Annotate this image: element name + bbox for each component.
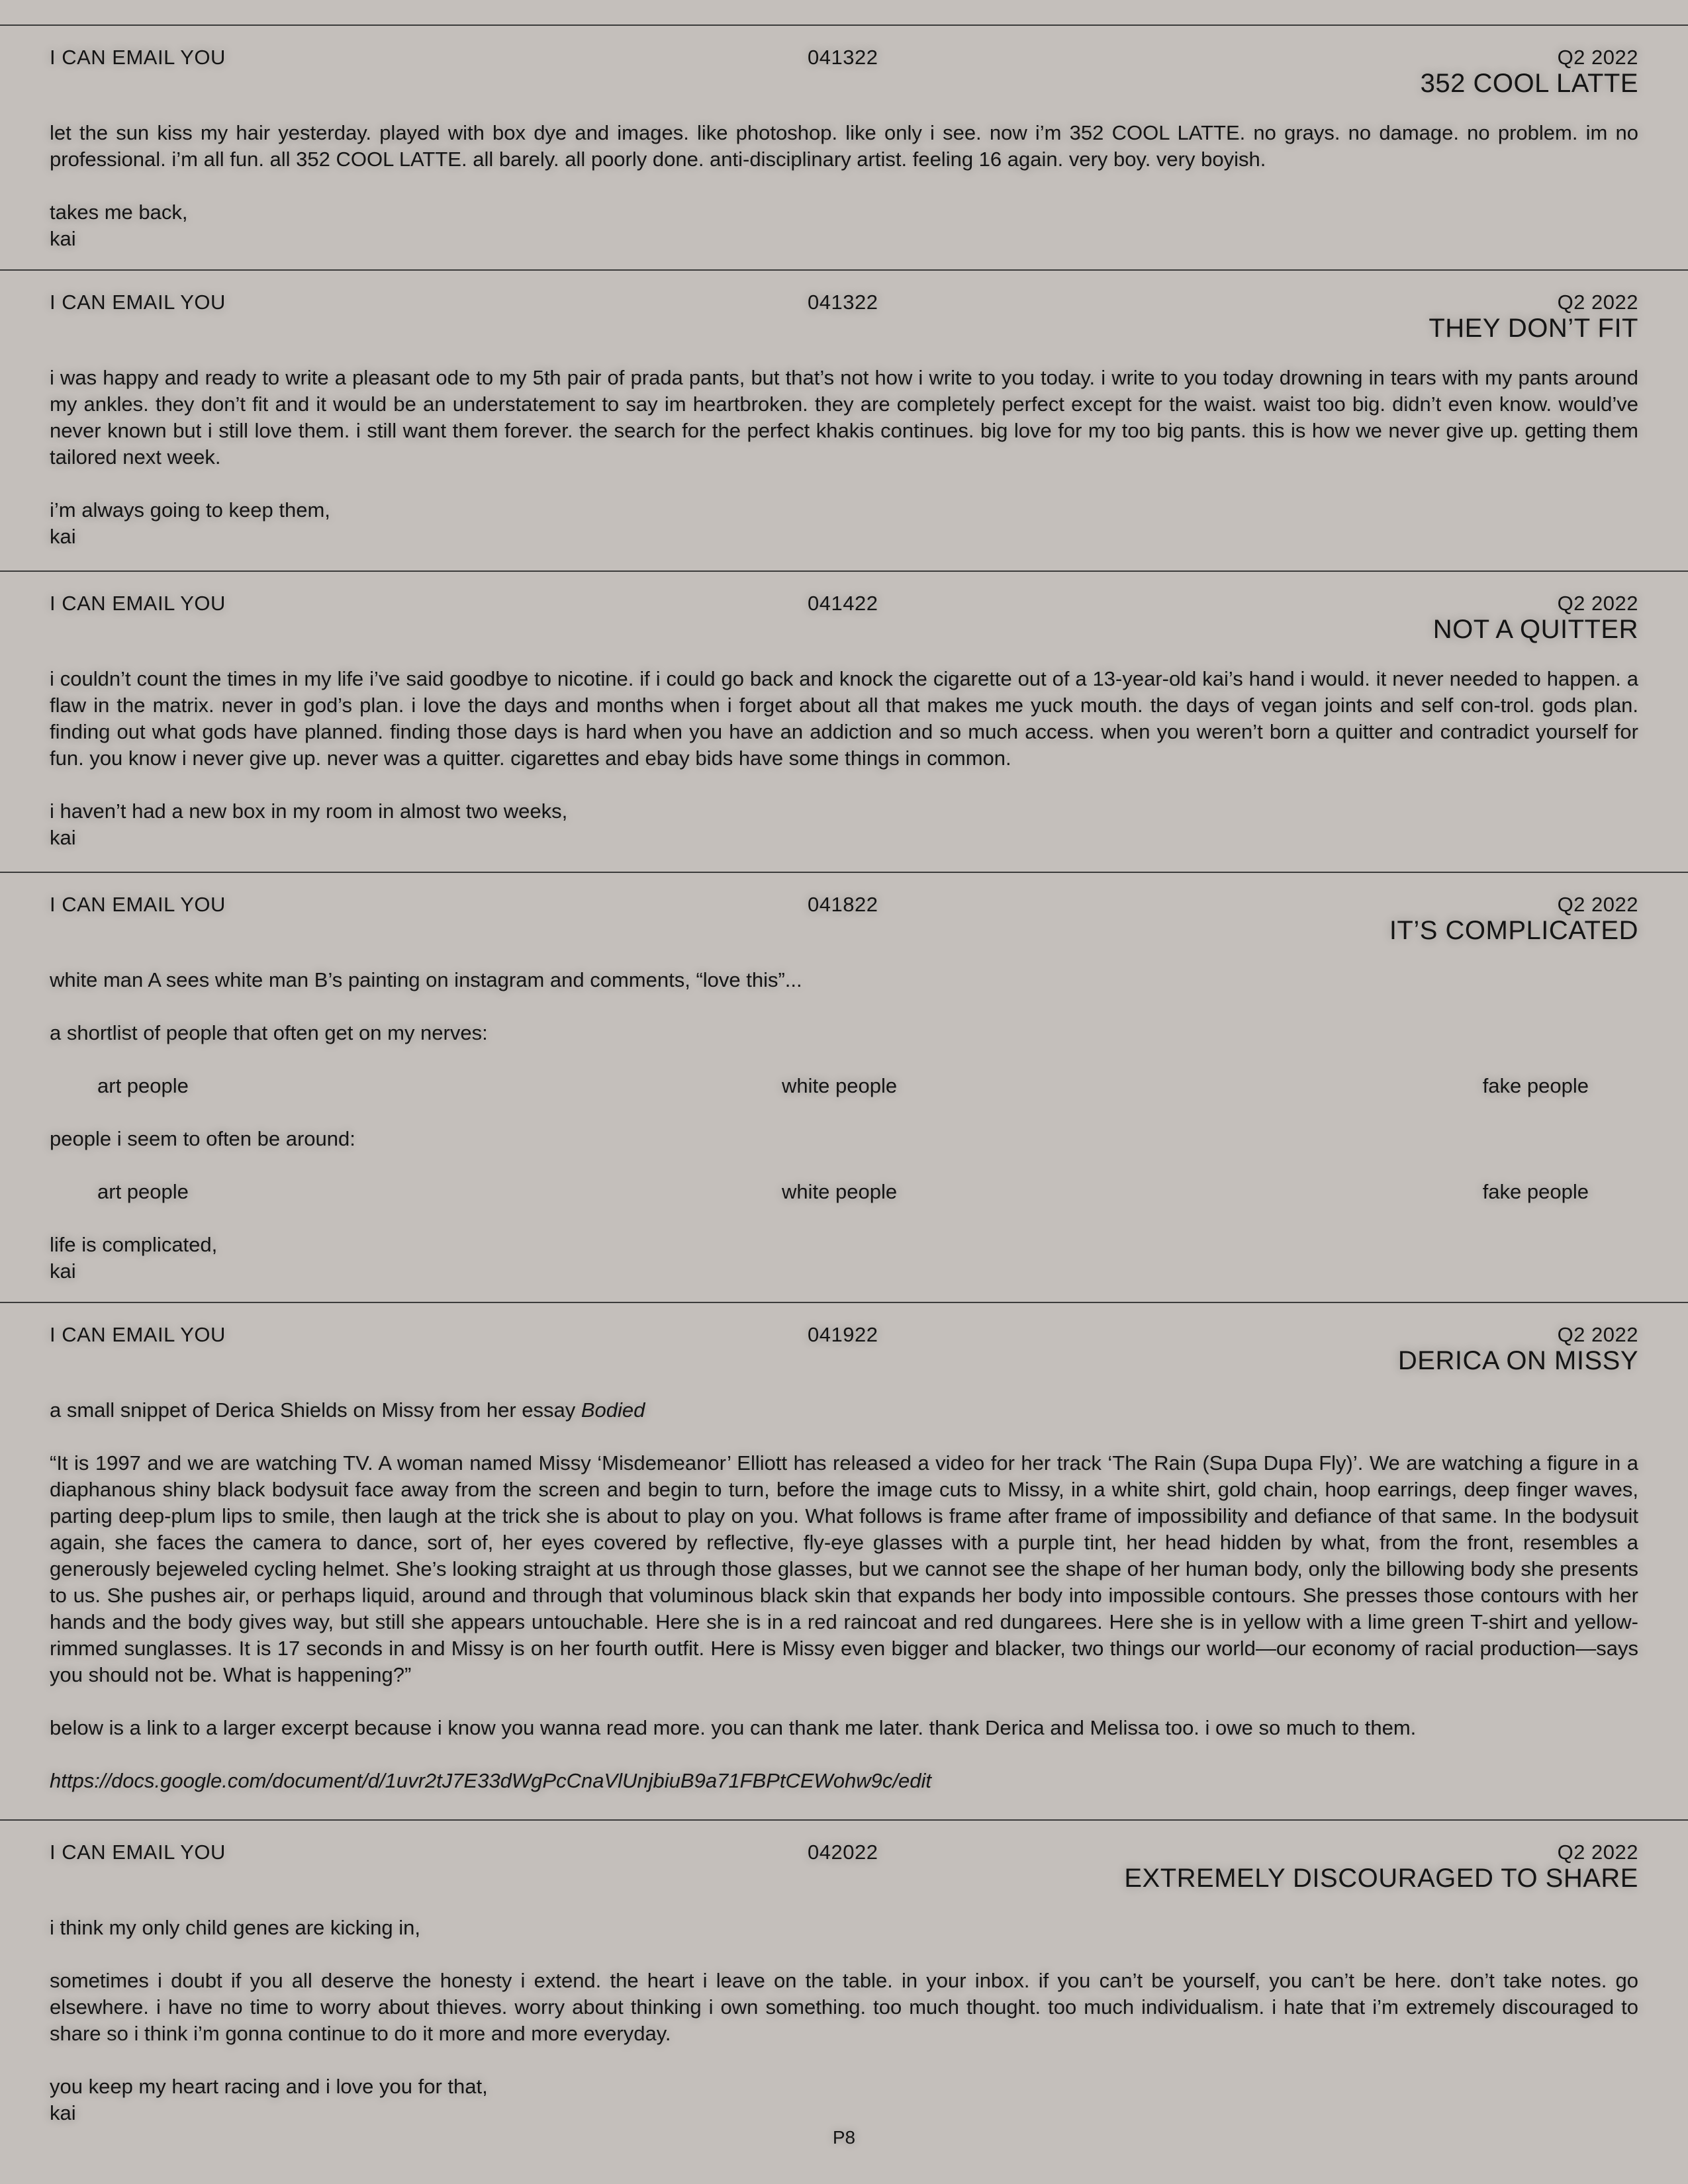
entry-body bbox=[50, 81, 1638, 252]
entry-quarter: Q2 2022 bbox=[1557, 893, 1638, 916]
entry-header bbox=[50, 1303, 1638, 1375]
entry-quarter: Q2 2022 bbox=[1557, 1841, 1638, 1864]
entry-body bbox=[50, 1876, 1638, 2126]
entry-352-cool-latte bbox=[0, 26, 1688, 271]
entry-closing: i haven’t had a new box in my room in almost two weeks, bbox=[50, 799, 568, 823]
entry-quarter: Q2 2022 bbox=[1557, 592, 1638, 615]
list-item: fake people bbox=[1482, 1074, 1589, 1097]
entry-title: DERICA ON MISSY bbox=[1397, 1346, 1638, 1375]
entry-closing: i’m always going to keep them, bbox=[50, 498, 330, 522]
entry-header bbox=[50, 873, 1638, 945]
entry-they-dont-fit bbox=[0, 271, 1688, 572]
entry-signature: kai bbox=[50, 826, 76, 849]
page-number: P8 bbox=[832, 2127, 856, 2148]
entry-title: EXTREMELY DISCOURAGED TO SHARE bbox=[1124, 1864, 1638, 1893]
entry-quarter: Q2 2022 bbox=[1557, 291, 1638, 314]
people-list bbox=[50, 1073, 1638, 1099]
list-item: art people bbox=[97, 1074, 189, 1097]
entry-intro bbox=[50, 1397, 1638, 1424]
entry-extremely-discouraged bbox=[0, 1821, 1688, 2125]
entry-closing: takes me back, bbox=[50, 201, 188, 224]
essay-quote: “It is 1997 and we are watching TV. A woman named Missy ‘Misdemeanor’ Elliott has released a video for her track ‘The Rain (Supa Dupa Fly)’. We are watching a figure in a diaphanous shiny black bodysuit face away from the screen and begin to turn, before the image cuts to Missy, in a white shirt, gold chain, hoop earrings, deep finger waves, parting deep-plum lips to smile, then laugh at the trick she is about to play on you. What follows is frame after frame of impossibility and defiance of that same. In the bodysuit again, she faces the camera to dance, sort of, her eyes covered by reflective, fly-eye glasses with a purple tint, her head hidden by what, from the front, resembles a generously bejeweled cycling helmet. She’s looking straight at us through those glasses, but we cannot see the shape of her human body, only the billowing body she presents to us. She pushes air, or perhaps liquid, around and through that voluminous black skin that expands her body into impossible contours. She presses those contours with her hands and the body gives way, but still she appears untouchable. Here she is in a red raincoat and red dungarees. Here she is in yellow with a lime green T-shirt and yellow-rimmed sunglasses. It is 17 seconds in and Missy is on her fourth outfit. Here is Missy even bigger and blacker, two things our world—our economy of racial production—says you should not be. What is happening?” bbox=[50, 1451, 1638, 1686]
entry-paragraph: sometimes i doubt if you all deserve the honesty i extend. the heart i leave on the table. in your inbox. if you can’t be yourself, you can’t be here. don’t take notes. go elsewhere. i have no time to worry about thieves. worry about thinking i own something. too much thought. too much individualism. i hate that i’m extremely discouraged to share so i think i’m gonna continue to do it more and more everyday. bbox=[50, 1969, 1638, 2045]
entry-header bbox=[50, 26, 1638, 98]
series-label: I CAN EMAIL YOU bbox=[50, 46, 226, 69]
entry-code: 042022 bbox=[808, 1841, 878, 1864]
list-label: people i seem to often be around: bbox=[50, 1127, 355, 1150]
entry-paragraph: let the sun kiss my hair yesterday. played with box dye and images. like photoshop. like only i see. now i’m 352 COOL LATTE. no grays. no damage. no problem. im no professional. i’m all fun. all 352 COOL LATTE. all barely. all poorly done. anti-disciplinary artist. feeling 16 again. very boy. very boyish. bbox=[50, 121, 1638, 171]
people-list bbox=[50, 1179, 1638, 1205]
series-label: I CAN EMAIL YOU bbox=[50, 1323, 226, 1346]
entry-quarter: Q2 2022 bbox=[1557, 1323, 1638, 1346]
entry-title: NOT A QUITTER bbox=[1432, 615, 1638, 644]
entry-body bbox=[50, 929, 1638, 1285]
entry-code: 041922 bbox=[808, 1323, 878, 1346]
entry-body bbox=[50, 627, 1638, 851]
entry-body bbox=[50, 326, 1638, 550]
entry-derica-on-missy bbox=[0, 1303, 1688, 1821]
entry-code: 041822 bbox=[808, 893, 878, 916]
essay-title: Bodied bbox=[581, 1398, 645, 1422]
entry-header bbox=[50, 1821, 1638, 1893]
entry-header bbox=[50, 572, 1638, 644]
entry-title: 352 COOL LATTE bbox=[1420, 69, 1638, 98]
entry-header bbox=[50, 271, 1638, 343]
entry-code: 041322 bbox=[808, 291, 878, 314]
entry-signature: kai bbox=[50, 227, 76, 250]
list-item: white people bbox=[782, 1180, 898, 1203]
entry-signature: kai bbox=[50, 1259, 76, 1283]
entry-intro: white man A sees white man B’s painting on instagram and comments, “love this”... bbox=[50, 968, 802, 991]
entry-code: 041422 bbox=[808, 592, 878, 615]
intro-text: a small snippet of Derica Shields on Missy from her essay bbox=[50, 1398, 581, 1422]
entry-code: 041322 bbox=[808, 46, 878, 69]
series-label: I CAN EMAIL YOU bbox=[50, 592, 226, 615]
entry-signature: kai bbox=[50, 2101, 76, 2124]
list-item: fake people bbox=[1482, 1180, 1589, 1203]
entry-title: IT’S COMPLICATED bbox=[1389, 916, 1638, 945]
entry-followup: below is a link to a larger excerpt because i know you wanna read more. you can thank me later. thank Derica and Melissa too. i owe so much to them. bbox=[50, 1716, 1417, 1739]
entry-not-a-quitter bbox=[0, 572, 1688, 873]
entry-paragraph: i couldn’t count the times in my life i’ve said goodbye to nicotine. if i could go back and knock the cigarette out of a 13-year-old kai’s hand i would. it never needed to happen. a flaw in the matrix. never in god’s plan. i love the days and months when i forget about all that makes me yuck mouth. the days of vegan joints and self con-trol. gods plan. finding out what gods have planned. finding those days is hard when you have an addiction and so much access. when you weren’t born a quitter and contradict yourself for fun. you know i never give up. never was a quitter. cigarettes and ebay bids have some things in common. bbox=[50, 667, 1638, 770]
excerpt-link[interactable]: https://docs.google.com/document/d/1uvr2tJ7E33dWgPcCnaVlUnjbiuB9a71FBPtCEWohw9c/edit bbox=[50, 1769, 931, 1792]
entry-intro: i think my only child genes are kicking in, bbox=[50, 1916, 420, 1939]
series-label: I CAN EMAIL YOU bbox=[50, 291, 226, 314]
entry-signature: kai bbox=[50, 525, 76, 548]
list-item: white people bbox=[782, 1074, 898, 1097]
list-label: a shortlist of people that often get on my nerves: bbox=[50, 1021, 488, 1044]
series-label: I CAN EMAIL YOU bbox=[50, 1841, 226, 1864]
entry-body bbox=[50, 1359, 1638, 1794]
list-item: art people bbox=[97, 1180, 189, 1203]
series-label: I CAN EMAIL YOU bbox=[50, 893, 226, 916]
entry-closing: life is complicated, bbox=[50, 1233, 218, 1256]
entry-title: THEY DON’T FIT bbox=[1429, 314, 1638, 343]
entry-paragraph: i was happy and ready to write a pleasant ode to my 5th pair of prada pants, but that’s not how i write to you today. i write to you today drowning in tears with my pants around my ankles. they don’t fit and it would be an understatement to say im heartbroken. they are completely perfect except for the waist. waist too big. didn’t even know. would’ve never known but i still love them. i still want them forever. the search for the perfect khakis continues. big love for my too big pants. this is how we never give up. getting them tailored next week. bbox=[50, 366, 1638, 469]
entry-its-complicated bbox=[0, 873, 1688, 1303]
entry-quarter: Q2 2022 bbox=[1557, 46, 1638, 69]
entry-closing: you keep my heart racing and i love you for that, bbox=[50, 2075, 488, 2098]
